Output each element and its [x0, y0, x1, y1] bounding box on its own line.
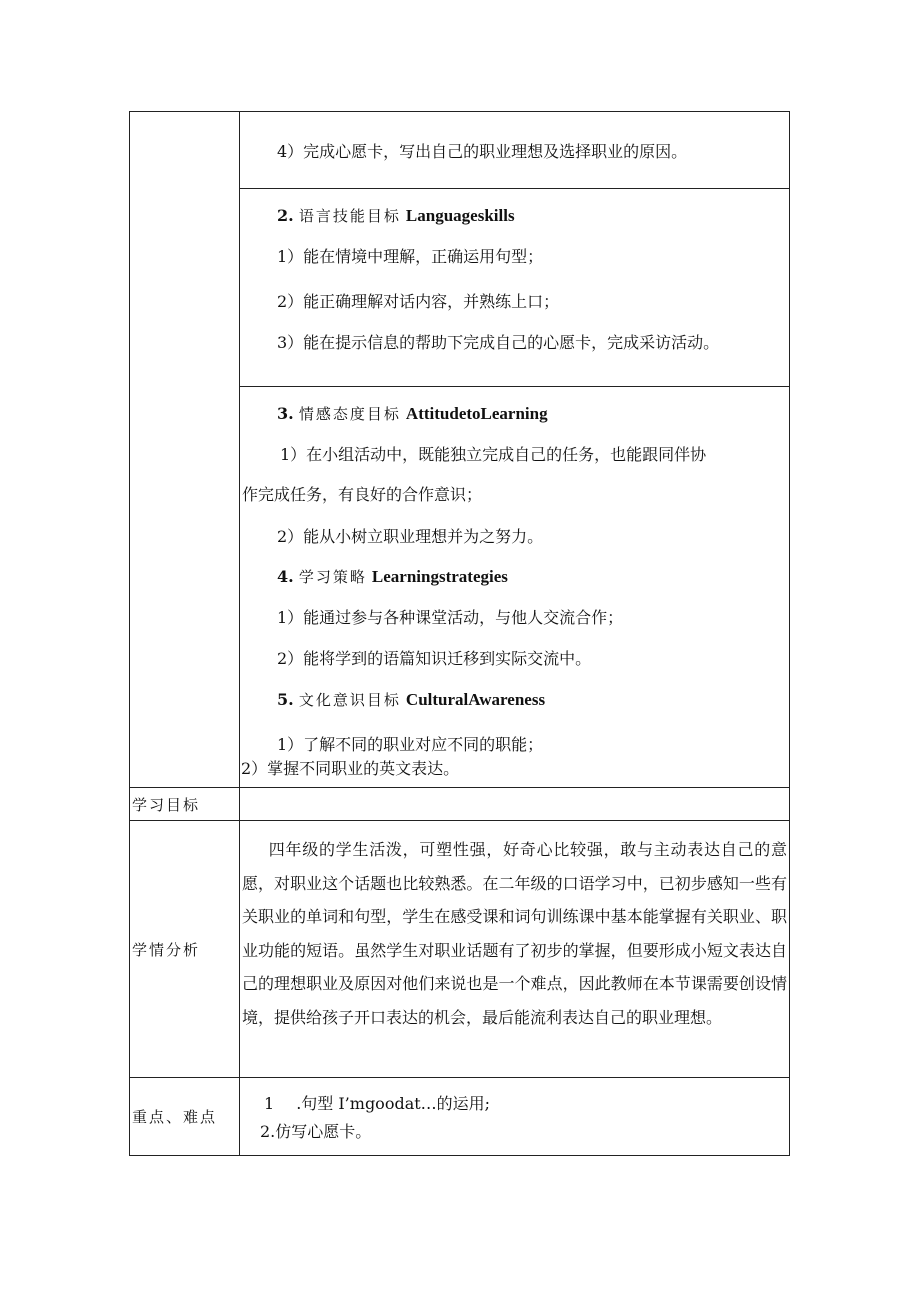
heading-en: CulturalAwareness [405, 690, 546, 709]
analysis-text-cell [240, 821, 790, 1078]
key-points-row [130, 1078, 790, 1156]
language-skills-heading: 2. 语言技能目标 Languageskills [277, 206, 515, 225]
heading-cn: 语言技能目标 [298, 207, 401, 225]
objectives-row-item4 [130, 112, 790, 189]
analysis-label: 学情分析 [132, 940, 201, 959]
objectives-label-row [130, 788, 790, 821]
heading-cn: 文化意识目标 [298, 691, 401, 709]
key-points-label: 重点、难点 [132, 1108, 218, 1126]
language-item-1: 1）能在情境中理解，正确运用句型； [277, 247, 544, 266]
key-point-1 [264, 1094, 490, 1114]
culture-heading: 5. 文化意识目标 CulturalAwareness [277, 690, 546, 709]
heading-cn: 情感态度目标 [298, 405, 401, 423]
attitude-item-1-line2: 作完成任务，有良好的合作意识； [242, 485, 483, 504]
heading-number: 2 [277, 206, 289, 225]
objectives-label: 学习目标 [132, 795, 201, 814]
key-point-2: 2.仿写心愿卡。 [260, 1122, 372, 1141]
heading-number: 4 [277, 567, 289, 586]
analysis-text: 四年级的学生活泼，可塑性强，好奇心比较强，敢与主动表达自己的意愿，对职业这个话题也比较熟悉。在二年级的口语学习中，已初步感知一些有关职业的单词和句型，学生在感受课和词句训练课中基本能掌握有关职业、职业功能的短语。虽然学生对职业话题有了初步的掌握，但要形成小短文表达自己的理想职业及原因对他们来说也是一个难点，因此教师在本节课需要创设情境，提供给孩子开口表达的机会，最后能流利表达自己的职业理想。 [242, 840, 787, 1027]
attitude-heading: 3. 情感态度目标 AttitudetoLearning [277, 404, 548, 423]
attitude-strategies-culture-cell [240, 387, 790, 788]
language-skills-cell [240, 189, 790, 387]
objectives-continuation-label-cell [130, 112, 240, 788]
language-item-3: 3）能在提示信息的帮助下完成自己的心愿卡，完成采访活动。 [277, 333, 720, 352]
key-points-cell [240, 1078, 790, 1156]
key-point-1-number: 1 [264, 1094, 275, 1113]
attitude-item-1-line1: 1）在小组活动中，既能独立完成自己的任务，也能跟同伴协 [280, 445, 707, 464]
language-item-2: 2）能正确理解对话内容，并熟练上口； [277, 292, 560, 311]
heading-en: Languageskills [405, 206, 515, 225]
strategies-heading: 4. 学习策略 Learningstrategies [277, 567, 508, 586]
objectives-empty-cell [240, 788, 790, 821]
analysis-label-cell [130, 821, 240, 1078]
heading-cn: 学习策略 [298, 568, 367, 586]
objective-item-4: 4）完成心愿卡，写出自己的职业理想及选择职业的原因。 [277, 142, 688, 161]
heading-en: AttitudetoLearning [405, 404, 548, 423]
attitude-item-2: 2）能从小树立职业理想并为之努力。 [277, 527, 544, 546]
heading-en: Learningstrategies [371, 567, 508, 586]
objective-item4-cell [240, 112, 790, 189]
key-point-1-text: .句型 I’mgoodat…的运用; [296, 1094, 491, 1113]
strategies-item-1: 1）能通过参与各种课堂活动，与他人交流合作； [277, 608, 624, 627]
objectives-label-cell [130, 788, 240, 821]
key-points-label-cell [130, 1078, 240, 1156]
heading-number: 5 [277, 690, 289, 709]
strategies-item-2: 2）能将学到的语篇知识迁移到实际交流中。 [277, 649, 592, 668]
analysis-paragraph [240, 821, 789, 1034]
heading-number: 3 [277, 404, 289, 423]
culture-item-2: 2）掌握不同职业的英文表达。 [241, 759, 460, 778]
culture-item-1: 1）了解不同的职业对应不同的职能； [277, 735, 544, 754]
analysis-row [130, 821, 790, 1078]
lesson-plan-table [129, 111, 790, 1156]
